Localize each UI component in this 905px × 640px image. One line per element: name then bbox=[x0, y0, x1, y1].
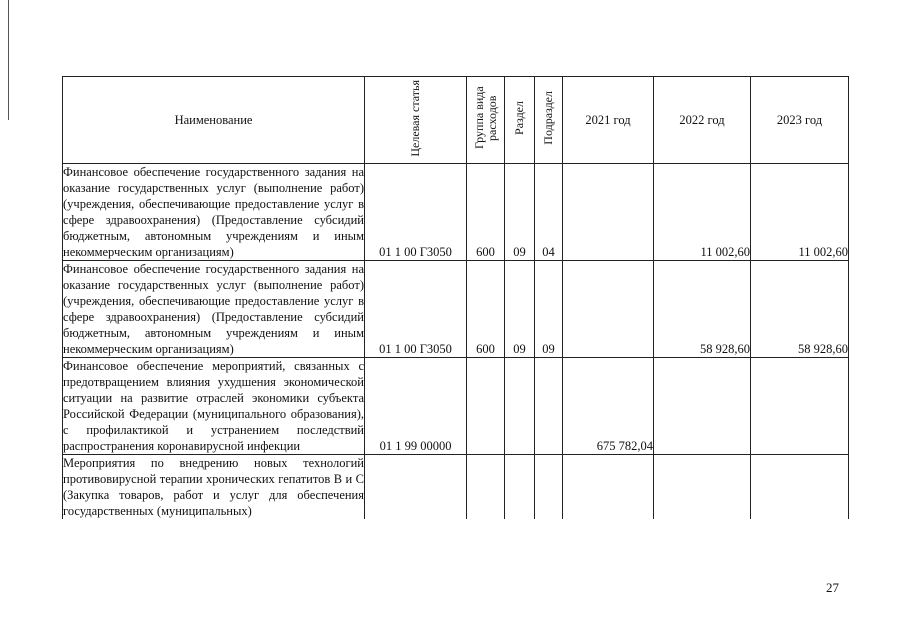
row-year-2022 bbox=[654, 358, 751, 455]
row-year-2023 bbox=[751, 358, 849, 455]
table-row bbox=[63, 455, 849, 520]
row-name: Финансовое обеспечение государственного задания на оказание государственных услуг (выполнение работ) (учреждения, обеспечивающие предоставление услуг в сфере здравоохранения) (Предоставление субсидий бюджетным, автономным учреждениям и иным некоммерческим организациям) bbox=[63, 262, 364, 356]
header-subsection: Подраздел bbox=[535, 77, 563, 164]
row-name: Финансовое обеспечение государственного задания на оказание государственных услуг (выполнение работ) (учреждения, обеспечивающие предоставление услуг в сфере здравоохранения) (Предоставление субсидий бюджетным, автономным учреждениям и иным некоммерческим организациям) bbox=[63, 165, 364, 259]
row-year-2022 bbox=[654, 455, 751, 520]
row-year-2023 bbox=[751, 455, 849, 520]
row-target-article bbox=[365, 455, 467, 520]
row-year-2021 bbox=[563, 455, 654, 520]
row-section bbox=[505, 455, 535, 520]
table-row bbox=[63, 358, 849, 455]
row-subsection bbox=[535, 358, 563, 455]
row-subsection: 04 bbox=[535, 164, 563, 261]
page-number: 27 bbox=[826, 580, 839, 595]
row-section: 09 bbox=[505, 164, 535, 261]
table-row bbox=[63, 164, 849, 261]
row-year-2021 bbox=[563, 164, 654, 261]
row-expense-group bbox=[467, 358, 505, 455]
row-name: Финансовое обеспечение мероприятий, связанных с предотвращением влияния ухудшения экономической ситуации на развитие отраслей экономики субъекта Российской Федерации (муниципального образования), с профилактикой и устранением последствий распространения коронавирусной инфекции bbox=[63, 359, 364, 453]
row-subsection bbox=[535, 455, 563, 520]
row-section: 09 bbox=[505, 261, 535, 358]
header-section: Раздел bbox=[505, 77, 535, 164]
header-year-2021: 2021 год bbox=[563, 77, 654, 164]
table-header-row bbox=[63, 77, 849, 164]
header-year-2023: 2023 год bbox=[751, 77, 849, 164]
table-row bbox=[63, 261, 849, 358]
row-expense-group bbox=[467, 455, 505, 520]
header-expense-group: Группа вида расходов bbox=[467, 77, 505, 164]
row-year-2022: 11 002,60 bbox=[654, 164, 751, 261]
row-year-2023: 58 928,60 bbox=[751, 261, 849, 358]
row-section bbox=[505, 358, 535, 455]
row-year-2021: 675 782,04 bbox=[563, 358, 654, 455]
row-year-2022: 58 928,60 bbox=[654, 261, 751, 358]
budget-table bbox=[62, 76, 849, 519]
row-expense-group: 600 bbox=[467, 164, 505, 261]
row-target-article: 01 1 00 Г3050 bbox=[365, 261, 467, 358]
row-target-article: 01 1 99 00000 bbox=[365, 358, 467, 455]
row-year-2021 bbox=[563, 261, 654, 358]
header-target-article: Целевая статья bbox=[365, 77, 467, 164]
header-year-2022: 2022 год bbox=[654, 77, 751, 164]
row-expense-group: 600 bbox=[467, 261, 505, 358]
header-name: Наименование bbox=[63, 77, 365, 164]
row-subsection: 09 bbox=[535, 261, 563, 358]
row-target-article: 01 1 00 Г3050 bbox=[365, 164, 467, 261]
row-year-2023: 11 002,60 bbox=[751, 164, 849, 261]
row-name: Мероприятия по внедрению новых технологий противовирусной терапии хронических гепатитов В и С (Закупка товаров, работ и услуг для обеспечения государственных (муниципальных) bbox=[63, 456, 364, 518]
binding-line bbox=[8, 0, 9, 120]
